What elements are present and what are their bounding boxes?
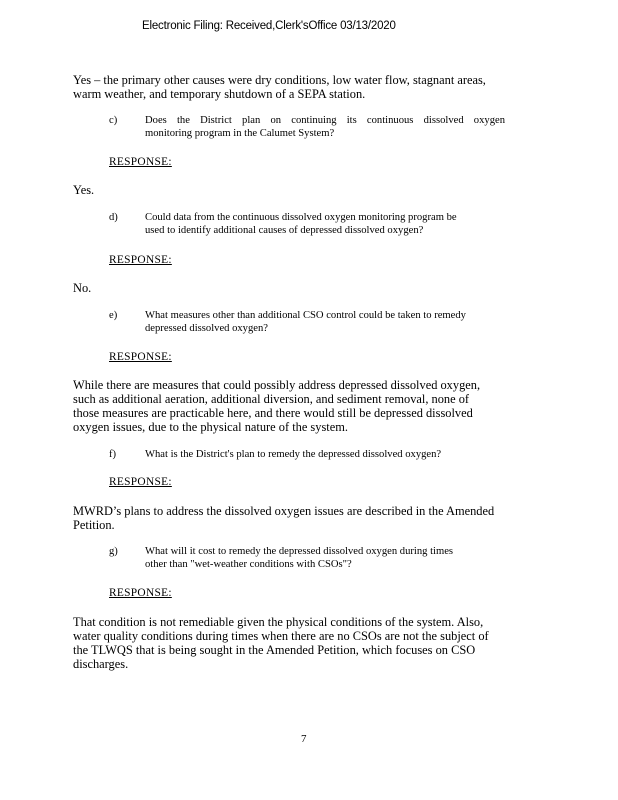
answer-paragraph-2: Yes. — [73, 183, 95, 197]
text-line: the TLWQS that is being sought in the Amended Petition, which focuses on CSO — [73, 643, 476, 657]
text-line: such as additional aeration, additional diversion, and sediment removal, none of — [73, 392, 470, 406]
text-line: used to identify additional causes of depressed dissolved oxygen? — [145, 224, 424, 236]
question-letter: d) — [109, 212, 118, 223]
question-letter: c) — [109, 115, 118, 126]
answer-paragraph-1 — [73, 73, 545, 101]
question-letter: e) — [109, 310, 118, 321]
text-line: water quality conditions during times when there are no CSOs are not the subject of — [73, 629, 489, 643]
question-c — [109, 115, 509, 140]
text-line: those measures are practicable here, and there would still be depressed dissolved — [73, 406, 473, 420]
response-label: RESPONSE: — [109, 587, 172, 599]
question-text — [145, 546, 505, 571]
text-line: discharges. — [73, 657, 129, 671]
text-line: What measures other than additional CSO control could be taken to remedy — [145, 310, 466, 321]
question-e — [109, 310, 509, 335]
text-line: other than "wet-weather conditions with CSOs"? — [145, 558, 352, 570]
text-line: Does the District plan on continuing its continuous dissolved oxygen — [145, 115, 505, 126]
filing-stamp-header: Electronic Filing: Received,Clerk'sOffice 03/13/2020 — [142, 20, 396, 32]
question-text — [145, 449, 505, 462]
answer-paragraph-4 — [73, 378, 545, 434]
response-label: RESPONSE: — [109, 351, 172, 363]
answer-paragraph-6 — [73, 615, 545, 671]
question-f — [109, 449, 509, 462]
text-line: Petition. — [73, 518, 115, 532]
page-number: 7 — [301, 733, 307, 745]
response-label: RESPONSE: — [109, 156, 172, 168]
response-label: RESPONSE: — [109, 254, 172, 266]
text-line: oxygen issues, due to the physical nature of the system. — [73, 420, 348, 434]
text-line: Yes – the primary other causes were dry conditions, low water flow, stagnant areas, — [73, 73, 486, 87]
answer-paragraph-3: No. — [73, 281, 92, 295]
text-line: Could data from the continuous dissolved oxygen monitoring program be — [145, 212, 457, 223]
question-text — [145, 212, 505, 237]
text-line: While there are measures that could possibly address depressed dissolved oxygen, — [73, 378, 481, 392]
question-d — [109, 212, 509, 237]
question-letter: f) — [109, 449, 117, 460]
question-text — [145, 310, 505, 335]
answer-paragraph-5 — [73, 504, 545, 532]
text-line: warm weather, and temporary shutdown of a SEPA station. — [73, 87, 366, 101]
text-line: monitoring program in the Calumet System? — [145, 127, 335, 139]
text-line: depressed dissolved oxygen? — [145, 322, 268, 334]
question-g — [109, 546, 509, 571]
text-line: That condition is not remediable given the physical conditions of the system. Also, — [73, 615, 484, 629]
text-line: What will it cost to remedy the depressed dissolved oxygen during times — [145, 546, 454, 557]
question-letter: g) — [109, 546, 118, 557]
question-text — [145, 115, 505, 140]
response-label: RESPONSE: — [109, 476, 172, 488]
text-line: MWRD’s plans to address the dissolved oxygen issues are described in the Amended — [73, 504, 495, 518]
text-line: What is the District's plan to remedy the depressed dissolved oxygen? — [145, 449, 442, 460]
